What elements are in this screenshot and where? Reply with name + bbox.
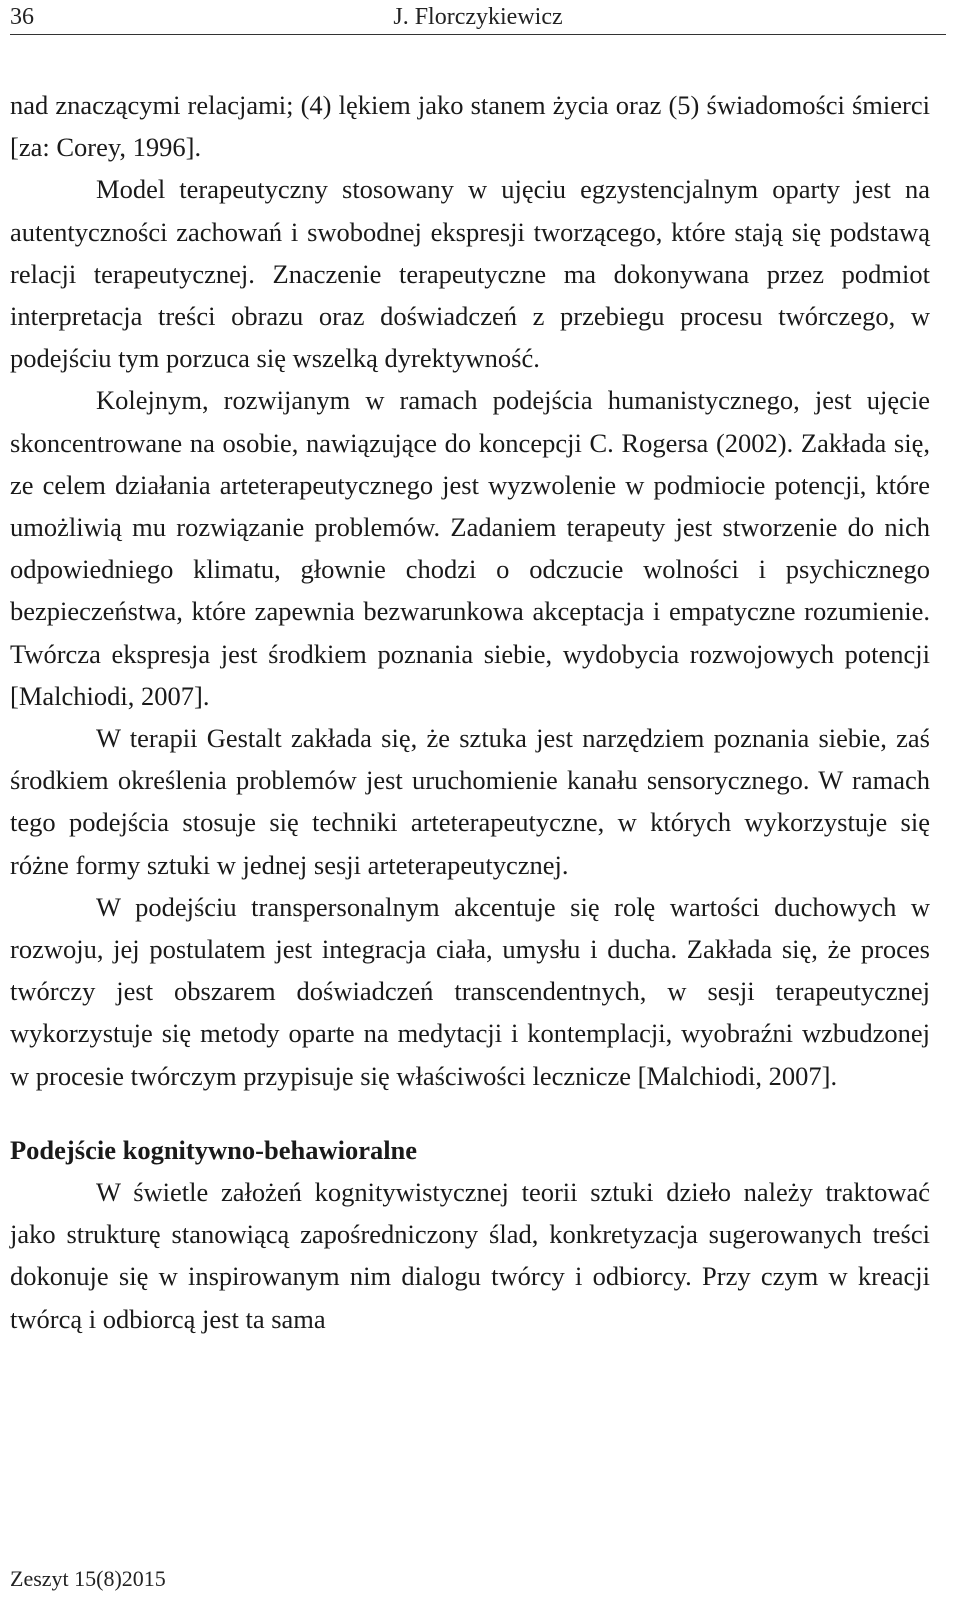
page-footer-issue: Zeszyt 15(8)2015	[10, 1566, 166, 1591]
body-text	[10, 84, 930, 1340]
section-heading: Podejście kognitywno-behawioralne	[10, 1134, 418, 1165]
paragraph-cognitive-behavioral: W świetle założeń kognitywistycznej teorii sztuki dzieło należy traktować jako strukturę stanowiącą zapośredniczony ślad, konkretyzacja sugerowanych treści dokonuje się w inspirowanym nim dialogu twórcy i odbiorcy. Przy czym w kreacji twórcą i odbiorcą jest ta sama	[10, 1177, 930, 1334]
paragraph-person-centered: Kolejnym, rozwijanym w ramach podejścia humanistycznego, jest ujęcie skoncentrowane na osobie, nawiązujące do koncepcji C. Rogersa (2002). Zakłada się, ze celem działania arteterapeutycznego jest wyzwolenie w podmiocie potencji, które umożliwią mu rozwiązanie problemów. Zadaniem terapeuty jest stworzenie do nich odpowiedniego klimatu, głownie chodzi o odczucie wolności i psychicznego bezpieczeństwa, które zapewnia bezwarunkowa akceptacja i empatyczne rozumienie. Twórcza ekspresja jest środkiem poznania siebie, wydobycia rozwojowych potencji [Malchiodi, 2007].	[10, 385, 930, 711]
running-head-author: J. Florczykiewicz	[393, 4, 563, 30]
paragraph-existential-model: Model terapeutyczny stosowany w ujęciu egzystencjalnym oparty jest na autentyczności zachowań i swobodnej ekspresji tworzącego, które stają się podstawą relacji terapeutycznej. Znaczenie terapeutyczne ma dokonywana przez podmiot interpretacja treści obrazu oraz doświadczeń z przebiegu procesu twórczego, w podejściu tym porzuca się wszelką dyrektywność.	[10, 174, 930, 374]
paragraph-transpersonal: W podejściu transpersonalnym akcentuje się rolę wartości duchowych w rozwoju, jej postulatem jest integracja ciała, umysłu i ducha. Zakłada się, że proces twórczy jest obszarem doświadczeń transcendentnych, w sesji terapeutycznej wykorzystuje się metody oparte na medytacji i kontemplacji, wyobraźni wzbudzonej w procesie twórczym przypisuje się właściwości lecznicze [Malchiodi, 2007].	[10, 891, 930, 1091]
page-header	[10, 0, 946, 35]
page-number: 36	[10, 4, 34, 30]
paragraph-continuation: nad znaczącymi relacjami; (4) lękiem jako stanem życia oraz (5) świadomości śmierci [za: Corey, 1996].	[10, 90, 930, 163]
paragraph-gestalt: W terapii Gestalt zakłada się, że sztuka jest narzędziem poznania siebie, zaś środkiem określenia problemów jest uruchomienie kanału sensorycznego. W ramach tego podejścia stosuje się techniki arteterapeutyczne, w których wykorzystuje się różne formy sztuki w jednej sesji arteterapeutycznej.	[10, 723, 930, 880]
